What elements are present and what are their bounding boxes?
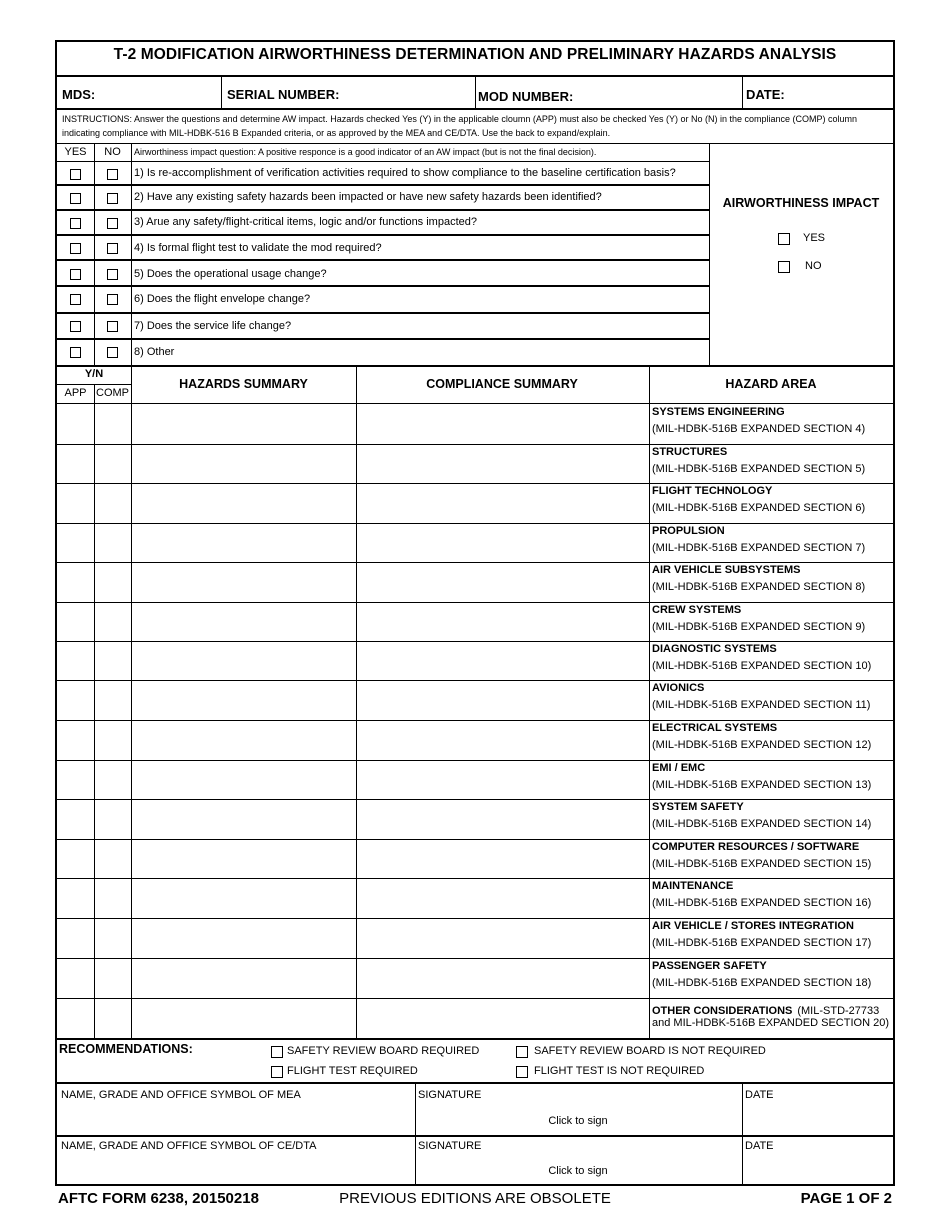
- comp-header: COMP: [96, 387, 129, 399]
- yes-column-header: YES: [64, 146, 87, 158]
- mds-field[interactable]: [117, 78, 220, 107]
- comp-cell[interactable]: [95, 999, 130, 1037]
- instructions-text: INSTRUCTIONS: Answer the questions and determine AW impact. Hazards checked Yes (Y) in the applicable cloumn (APP) must also be checked Yes (Y) or No (N) in the compliance (COMP) column indicating compliance with MIL-HDBK-516 B Expanded criteria, or as approved by the MEA and CE/DTA. Use the back to expand/explain.: [62, 114, 858, 138]
- hazards-summary-cell[interactable]: [132, 879, 355, 917]
- comp-cell[interactable]: [95, 445, 130, 482]
- serial-number-field[interactable]: [337, 78, 472, 107]
- hazards-summary-cell[interactable]: [132, 603, 355, 640]
- comp-cell[interactable]: [95, 959, 130, 997]
- question-7-text: 7) Does the service life change?: [134, 320, 292, 332]
- hazard-area-section: (MIL-HDBK-516B EXPANDED SECTION 6): [652, 502, 866, 514]
- app-cell[interactable]: [58, 800, 93, 838]
- hazard-area-name: COMPUTER RESOURCES / SOFTWARE: [652, 841, 860, 853]
- question-4-yes-checkbox[interactable]: [70, 243, 81, 254]
- app-cell[interactable]: [58, 879, 93, 917]
- compliance-summary-cell[interactable]: [357, 879, 648, 917]
- mea-date-label: DATE: [745, 1089, 774, 1101]
- comp-cell[interactable]: [95, 405, 130, 443]
- app-cell[interactable]: [58, 681, 93, 719]
- compliance-summary-cell[interactable]: [357, 761, 648, 798]
- compliance-summary-cell[interactable]: [357, 603, 648, 640]
- question-6-text: 6) Does the flight envelope change?: [134, 293, 311, 305]
- question-6-no-checkbox[interactable]: [107, 294, 118, 305]
- hazard-area-name: PASSENGER SAFETY: [652, 960, 767, 972]
- sbr-not-required-checkbox[interactable]: [516, 1046, 528, 1058]
- question-3-yes-checkbox[interactable]: [70, 218, 81, 229]
- question-3-text: 3) Arue any safety/flight-critical items, logic and/or functions impacted?: [134, 216, 477, 228]
- hazards-summary-cell[interactable]: [132, 445, 355, 482]
- compliance-summary-cell[interactable]: [357, 405, 648, 443]
- comp-cell[interactable]: [95, 524, 130, 561]
- hazards-summary-cell[interactable]: [132, 959, 355, 997]
- divider: [57, 338, 709, 340]
- ft-not-required-checkbox[interactable]: [516, 1066, 528, 1078]
- app-cell[interactable]: [58, 405, 93, 443]
- app-cell[interactable]: [58, 840, 93, 877]
- sbr-required-label: SAFETY REVIEW BOARD REQUIRED: [287, 1045, 480, 1057]
- serial-number-label: SERIAL NUMBER:: [227, 87, 340, 102]
- cedta-date-label: DATE: [745, 1140, 774, 1152]
- divider: [57, 161, 709, 162]
- question-4-no-checkbox[interactable]: [107, 243, 118, 254]
- divider: [57, 285, 709, 287]
- hazard-area-section: (MIL-HDBK-516B EXPANDED SECTION 10): [652, 660, 872, 672]
- app-cell[interactable]: [58, 761, 93, 798]
- question-2-text: 2) Have any existing safety hazards been impacted or have new safety hazards been identified?: [134, 191, 602, 203]
- comp-cell[interactable]: [95, 879, 130, 917]
- mea-signature-label: SIGNATURE: [418, 1089, 482, 1101]
- compliance-summary-cell[interactable]: [357, 721, 648, 759]
- compliance-summary-cell[interactable]: [357, 642, 648, 679]
- app-cell[interactable]: [58, 524, 93, 561]
- hazard-area-name-suffix: (MIL-STD-27733: [797, 1005, 880, 1017]
- app-cell[interactable]: [58, 919, 93, 957]
- question-8-no-checkbox[interactable]: [107, 347, 118, 358]
- hazards-summary-cell[interactable]: [132, 405, 355, 443]
- recommendations-label: RECOMMENDATIONS:: [59, 1042, 193, 1056]
- comp-cell[interactable]: [95, 484, 130, 522]
- comp-cell[interactable]: [95, 840, 130, 877]
- hazard-area-section: (MIL-HDBK-516B EXPANDED SECTION 13): [652, 779, 872, 791]
- compliance-summary-cell[interactable]: [357, 681, 648, 719]
- hazard-area-section: (MIL-HDBK-516B EXPANDED SECTION 9): [652, 621, 866, 633]
- divider: [709, 144, 710, 366]
- divider: [57, 108, 893, 110]
- hazard-area-name: SYSTEM SAFETY: [652, 801, 744, 813]
- compliance-summary-cell[interactable]: [357, 484, 648, 522]
- compliance-summary-cell[interactable]: [357, 999, 648, 1037]
- aw-impact-yes-label: YES: [803, 232, 826, 244]
- divider: [57, 365, 893, 367]
- hazard-area-section: (MIL-HDBK-516B EXPANDED SECTION 8): [652, 581, 866, 593]
- app-header: APP: [64, 387, 87, 399]
- question-5-text: 5) Does the operational usage change?: [134, 268, 327, 280]
- hazards-summary-cell[interactable]: [132, 681, 355, 719]
- question-3-no-checkbox[interactable]: [107, 218, 118, 229]
- hazard-area-name: STRUCTURES: [652, 446, 728, 458]
- page-number: PAGE 1 OF 2: [800, 1190, 892, 1207]
- compliance-summary-header: COMPLIANCE SUMMARY: [426, 377, 578, 391]
- ft-not-required-label: FLIGHT TEST IS NOT REQUIRED: [534, 1065, 705, 1077]
- divider: [57, 312, 709, 314]
- no-column-header: NO: [104, 146, 121, 158]
- hazard-area-name: MAINTENANCE: [652, 880, 734, 892]
- question-6-yes-checkbox[interactable]: [70, 294, 81, 305]
- hazard-area-name: ELECTRICAL SYSTEMS: [652, 722, 778, 734]
- comp-cell[interactable]: [95, 919, 130, 957]
- hazards-summary-cell[interactable]: [132, 999, 355, 1037]
- hazard-area-name: AIR VEHICLE SUBSYSTEMS: [652, 564, 801, 576]
- cedta-name-label: NAME, GRADE AND OFFICE SYMBOL OF CE/DTA: [61, 1140, 317, 1152]
- mod-number-field[interactable]: [572, 78, 740, 107]
- hazards-summary-cell[interactable]: [132, 563, 355, 601]
- hazard-area-section: (MIL-HDBK-516B EXPANDED SECTION 7): [652, 542, 866, 554]
- comp-cell[interactable]: [95, 642, 130, 679]
- divider: [649, 367, 650, 1038]
- hazards-summary-header: HAZARDS SUMMARY: [179, 377, 308, 391]
- compliance-summary-cell[interactable]: [357, 445, 648, 482]
- aw-impact-no-label: NO: [805, 260, 822, 272]
- app-cell[interactable]: [58, 445, 93, 482]
- compliance-summary-cell[interactable]: [357, 563, 648, 601]
- hazard-area-section: (MIL-HDBK-516B EXPANDED SECTION 15): [652, 858, 872, 870]
- cedta-name-field[interactable]: [59, 1155, 413, 1185]
- question-7-yes-checkbox[interactable]: [70, 321, 81, 332]
- hazards-summary-cell[interactable]: [132, 642, 355, 679]
- comp-cell[interactable]: [95, 800, 130, 838]
- hazard-area-name: SYSTEMS ENGINEERING: [652, 406, 785, 418]
- mea-sign-button[interactable]: Click to sign: [548, 1115, 608, 1127]
- cedta-signature-label: SIGNATURE: [418, 1140, 482, 1152]
- sbr-not-required-label: SAFETY REVIEW BOARD IS NOT REQUIRED: [534, 1045, 766, 1057]
- question-2-yes-checkbox[interactable]: [70, 193, 81, 204]
- comp-cell[interactable]: [95, 721, 130, 759]
- app-cell[interactable]: [58, 959, 93, 997]
- cedta-date-field[interactable]: [745, 1155, 889, 1185]
- questions-intro: Airworthiness impact question: A positive responce is a good indicator of an AW impact (but is not the final decision).: [134, 147, 597, 157]
- divider: [94, 144, 95, 366]
- hazard-area-name: EMI / EMC: [652, 762, 706, 774]
- app-cell[interactable]: [58, 999, 93, 1037]
- question-7-no-checkbox[interactable]: [107, 321, 118, 332]
- comp-cell[interactable]: [95, 603, 130, 640]
- hazard-area-name: DIAGNOSTIC SYSTEMS: [652, 643, 777, 655]
- question-5-yes-checkbox[interactable]: [70, 269, 81, 280]
- compliance-summary-cell[interactable]: [357, 959, 648, 997]
- hazards-summary-cell[interactable]: [132, 840, 355, 877]
- hazard-area-section: and MIL-HDBK-516B EXPANDED SECTION 20): [652, 1017, 889, 1029]
- yn-header: Y/N: [84, 368, 104, 380]
- mea-name-field[interactable]: [59, 1104, 413, 1134]
- question-1-no-checkbox[interactable]: [107, 169, 118, 180]
- comp-cell[interactable]: [95, 681, 130, 719]
- question-8-yes-checkbox[interactable]: [70, 347, 81, 358]
- hazard-area-name: PROPULSION: [652, 525, 725, 537]
- date-label: DATE:: [746, 87, 785, 102]
- hazard-area-section: (MIL-HDBK-516B EXPANDED SECTION 12): [652, 739, 872, 751]
- hazards-summary-cell[interactable]: [132, 721, 355, 759]
- hazard-area-name: AVIONICS: [652, 682, 705, 694]
- app-cell[interactable]: [58, 563, 93, 601]
- divider: [57, 209, 709, 211]
- sbr-required-checkbox[interactable]: [271, 1046, 283, 1058]
- question-8-text: 8) Other: [134, 346, 175, 358]
- aw-impact-title: AIRWORTHINESS IMPACT: [722, 196, 880, 210]
- hazard-area-name: OTHER CONSIDERATIONS: [652, 1005, 793, 1017]
- form-number: AFTC FORM 6238, 20150218: [58, 1190, 259, 1207]
- compliance-summary-cell[interactable]: [357, 840, 648, 877]
- hazard-area-section: (MIL-HDBK-516B EXPANDED SECTION 4): [652, 423, 866, 435]
- hazard-area-name: FLIGHT TECHNOLOGY: [652, 485, 773, 497]
- ft-required-checkbox[interactable]: [271, 1066, 283, 1078]
- mea-date-field[interactable]: [745, 1104, 889, 1134]
- question-2-no-checkbox[interactable]: [107, 193, 118, 204]
- hazard-area-section: (MIL-HDBK-516B EXPANDED SECTION 5): [652, 463, 866, 475]
- app-cell[interactable]: [58, 642, 93, 679]
- question-1-text: 1) Is re-accomplishment of verification activities required to show compliance to the baseline certification basis?: [134, 167, 676, 179]
- form-page: [55, 40, 895, 1186]
- aw-impact-yes-checkbox[interactable]: [778, 233, 790, 245]
- hazards-summary-cell[interactable]: [132, 524, 355, 561]
- comp-cell[interactable]: [95, 563, 130, 601]
- divider: [57, 1038, 893, 1040]
- divider: [475, 77, 476, 109]
- question-5-no-checkbox[interactable]: [107, 269, 118, 280]
- divider: [57, 1082, 893, 1084]
- divider: [57, 184, 709, 186]
- app-cell[interactable]: [58, 484, 93, 522]
- hazard-area-name: AIR VEHICLE / STORES INTEGRATION: [652, 920, 854, 932]
- mds-label: MDS:: [62, 87, 96, 102]
- app-cell[interactable]: [58, 721, 93, 759]
- hazards-summary-cell[interactable]: [132, 484, 355, 522]
- divider: [221, 77, 222, 109]
- hazards-summary-cell[interactable]: [132, 800, 355, 838]
- question-1-yes-checkbox[interactable]: [70, 169, 81, 180]
- divider: [57, 403, 893, 404]
- divider: [57, 259, 709, 261]
- hazard-area-section: (MIL-HDBK-516B EXPANDED SECTION 11): [652, 699, 871, 711]
- mod-number-label: MOD NUMBER:: [478, 89, 574, 104]
- divider: [57, 234, 709, 236]
- compliance-summary-cell[interactable]: [357, 524, 648, 561]
- obsolete-notice: PREVIOUS EDITIONS ARE OBSOLETE: [339, 1190, 611, 1207]
- question-4-text: 4) Is formal flight test to validate the mod required?: [134, 242, 382, 254]
- hazards-summary-cell[interactable]: [132, 761, 355, 798]
- compliance-summary-cell[interactable]: [357, 800, 648, 838]
- cedta-sign-button[interactable]: Click to sign: [548, 1165, 608, 1177]
- form-title: T-2 MODIFICATION AIRWORTHINESS DETERMINATION AND PRELIMINARY HAZARDS ANALYSIS: [113, 46, 837, 63]
- hazard-area-section: (MIL-HDBK-516B EXPANDED SECTION 18): [652, 977, 872, 989]
- hazard-area-section: (MIL-HDBK-516B EXPANDED SECTION 16): [652, 897, 872, 909]
- aw-impact-no-checkbox[interactable]: [778, 261, 790, 273]
- hazard-area-name: CREW SYSTEMS: [652, 604, 742, 616]
- ft-required-label: FLIGHT TEST REQUIRED: [287, 1065, 418, 1077]
- hazard-area-header: HAZARD AREA: [725, 377, 817, 391]
- date-field[interactable]: [787, 78, 887, 107]
- compliance-summary-cell[interactable]: [357, 919, 648, 957]
- divider: [57, 1135, 893, 1137]
- hazards-summary-cell[interactable]: [132, 919, 355, 957]
- app-cell[interactable]: [58, 603, 93, 640]
- hazard-area-section: (MIL-HDBK-516B EXPANDED SECTION 17): [652, 937, 872, 949]
- divider: [57, 143, 893, 144]
- hazard-area-section: (MIL-HDBK-516B EXPANDED SECTION 14): [652, 818, 872, 830]
- mea-name-label: NAME, GRADE AND OFFICE SYMBOL OF MEA: [61, 1089, 301, 1101]
- comp-cell[interactable]: [95, 761, 130, 798]
- divider: [742, 77, 743, 109]
